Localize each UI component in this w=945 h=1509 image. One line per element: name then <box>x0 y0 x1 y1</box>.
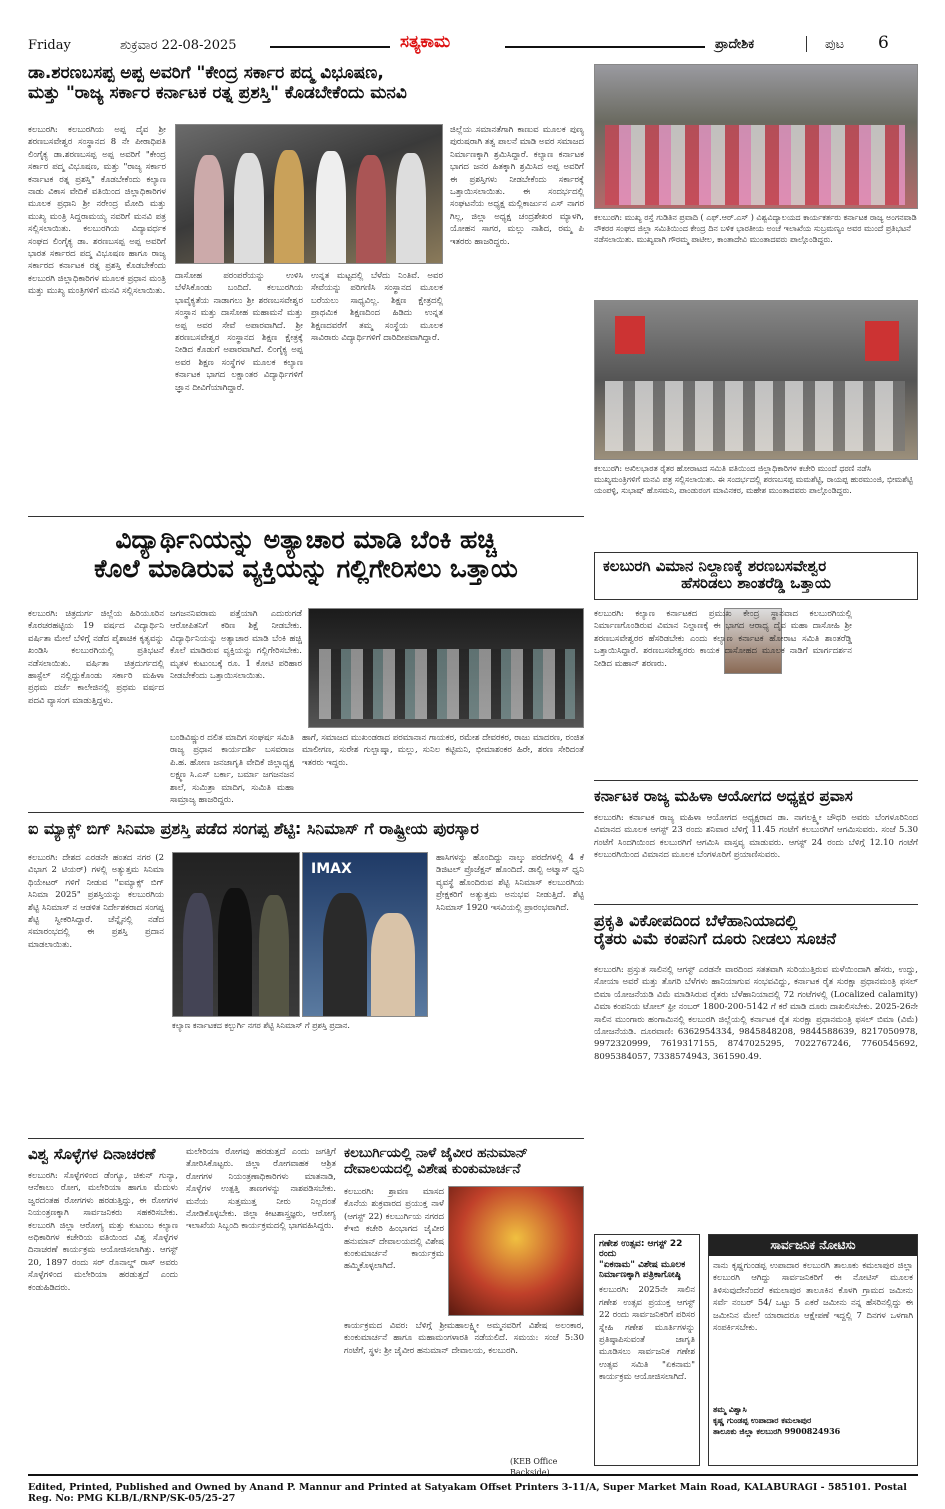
public-notice-signature <box>709 1404 917 1437</box>
mosquito-day-column-2: ಮಲೇರಿಯಾ ರೋಗವು ಹರಡುತ್ತದೆ ಎಂದು ಜಗತ್ತಿಗೆ ತೋರಿಸಿಕೊಟ್ಟರು. ಜಿಲ್ಲಾ ರೋಗವಾಹಕ ಆಶ್ರಿತ ರೋಗಗಳ ನಿಯಂತ್ರಣಾಧಿಕಾರಿಗಳು ಮಾತನಾಡಿ, ಸೊಳ್ಳೆಗಳ ಉತ್ಪತ್ತಿ ತಾಣಗಳನ್ನು ನಾಶಪಡಿಸಬೇಕು. ಮನೆಯ ಸುತ್ತಮುತ್ತ ನೀರು ನಿಲ್ಲದಂತೆ ನೋಡಿಕೊಳ್ಳಬೇಕು. ಜಿಲ್ಲಾ ಕೀಟಶಾಸ್ತ್ರಜ್ಞರು, ಆರೋಗ್ಯ ಇಲಾಖೆಯ ಸಿಬ್ಬಂದಿ ಕಾರ್ಯಕ್ರಮದಲ್ಲಿ ಭಾಗವಹಿಸಿದ್ದರು. <box>186 1147 336 1232</box>
award-photo-caption: ಕಲ್ಯಾಣ ಕರ್ನಾಟಕದ ಕಲ್ಬುರ್ಗಿ ನಗರ ಶೆಟ್ಟಿ ಸಿನಿಮಾಸ್ ಗೆ ಪ್ರಶಸ್ತಿ ಪ್ರದಾನ. <box>172 1021 350 1030</box>
public-notice-body: ನಾನು ಕೃಷ್ಣಗುಂಡಪ್ಪ ಉಪಾದಾರ ಕಲಬುರಗಿ ತಾಲೂಕು ಕಮಲಾಪುರ ಜಿಲ್ಲಾ ಕಲಬುರಗಿ ಆಗಿದ್ದು ಸಾರ್ವಜನಿಕರಿಗೆ ಈ ನೋಟಿಸ್ ಮೂಲಕ ತಿಳಿಸುವುದೇನೆಂದರೆ ಕಮಲಾಪುರ ತಾಲೂಕಿನ ಕೊಳಗಿ ಗ್ರಾಮದ ಜಮೀನು ಸರ್ವೆ ನಂಬರ್ 54/ ಒಟ್ಟು 5 ಎಕರೆ ಜಮೀನು ನನ್ನ ಹೆಸರಿನಲ್ಲಿದ್ದು ಈ ಜಮೀನಿನ ಮೇಲೆ ಯಾರಾದರೂ ಆಕ್ಷೇಪಣೆ ಇದ್ದಲ್ಲಿ 7 ದಿನಗಳ ಒಳಗಾಗಿ ಸಂಪರ್ಕಿಸಬೇಕು. <box>713 1261 913 1334</box>
divider <box>28 1138 584 1139</box>
story1-column-4: ಜಿಲ್ಲೆಯ ಸಮಾನತೆಗಾಗಿ ಕಾಣುವ ಮೂಲಕ ಪುಣ್ಯ ಪುರುಷರಾಗಿ ತತ್ವ ಪಾಲನೆ ಮಾಡಿ ಅವರ ಸಮಾಜದ ನಿರ್ಮಾಣಕ್ಕಾಗಿ ಶ್ರಮಿಸಿದ್ದಾರೆ. ಕಲ್ಯಾಣ ಕರ್ನಾಟಕ ಭಾಗದ ಜನರ ಹಿತಕ್ಕಾಗಿ ಶ್ರಮಿಸಿದ ಅಪ್ಪ ಅವರಿಗೆ ಈ ಪ್ರಶಸ್ತಿಗಳು ನೀಡಬೇಕೆಂದು ಸರ್ಕಾರಕ್ಕೆ ಒತ್ತಾಯಿಸಲಾಯಿತು. ಈ ಸಂದರ್ಭದಲ್ಲಿ ಸಂಘಟನೆಯ ಅಧ್ಯಕ್ಷ ಮಲ್ಲಿಕಾರ್ಜುನ ಎಸ್ ನಾಗರ ಗಿಲ್ಲ, ಜಿಲ್ಲಾ ಅಧ್ಯಕ್ಷ ಚಂದ್ರಶೇಖರ ಮ್ಯಾಳಗಿ, ಯೋಹನ ಸಾಗರ, ಮಲ್ಲು ನಾಶಿದ, ರಮ್ಮ ಪಿ ಇತರರು ಹಾಜರಿದ್ದರು. <box>450 125 584 247</box>
header-separator <box>806 36 807 52</box>
ganesha-headline-line1: ಗಣೇಶ ಉತ್ಸವ: ಆಗಸ್ಟ್ 22 ರಂದು <box>599 1239 683 1260</box>
story1-headline <box>28 64 584 103</box>
crop-headline-line1: ಪ್ರಕೃತಿ ವಿಕೋಪದಿಂದ ಬೆಳೆಹಾನಿಯಾದಲ್ಲಿ <box>594 911 798 930</box>
story2-column-3: ಬಂಡಿವಿಷ್ಣುರ ದಲಿತ ಮಾದಿಗ ಸಂಘರ್ಷ ಸಮಿತಿ ರಾಜ್ಯ ಪ್ರಧಾನ ಕಾರ್ಯದರ್ಶಿ ಬಸವರಾಜ ಪಿ.ಹ. ಹೋಣ ಜನಜಾಗೃತಿ ವೇದಿಕೆ ಜಿಲ್ಲಾಧ್ಯಕ್ಷ ಲಕ್ಷ್ಮಣ ಸಿ.ಎಸ್ ಬರ್ಕಾ, ಬರ್ಮಾ ಜಗಜನಜನ ಶಾಲೆ, ಸುಮಿತ್ರಾ ಮಾದಿಗ, ಸುಮಿತಿ ಮಹಾ ಸಾಮ್ರಾಜ್ಯ ಹಾಜರಿದ್ದರು. <box>170 733 294 806</box>
divider <box>594 904 918 905</box>
story2-column-1: ಕಲಬುರಗಿ: ಚಿತ್ರದುರ್ಗ ಜಿಲ್ಲೆಯ ಹಿರಿಯೂರಿನ ಕೊರಚರಹಟ್ಟಿಯ 19 ವರ್ಷದ ವಿದ್ಯಾರ್ಥಿನಿ ವರ್ಷಿತಾ ಮೇಲೆ ಬೆಳಿಗ್ಗೆ ನಡೆದ ಪೈಶಾಚಿಕ ಕೃತ್ಯವನ್ನು ಖಂಡಿಸಿ ಕಲಬುರಗಿಯಲ್ಲಿ ಪ್ರತಿಭಟನೆ ನಡೆಸಲಾಯಿತು. ವರ್ಷಿತಾ ಚಿತ್ರದುರ್ಗದಲ್ಲಿ ಹಾಸ್ಟೆಲ್ ನಲ್ಲಿದ್ದುಕೊಂಡು ಸರ್ಕಾರಿ ಮಹಿಳಾ ಪ್ರಥಮ ದರ್ಜೆ ಕಾಲೇಜಿನಲ್ಲಿ ಪ್ರಥಮ ವರ್ಷದ ಪದವಿ ವ್ಯಾಸಂಗ ಮಾಡುತ್ತಿದ್ದಳು. <box>28 609 164 706</box>
story2-photo <box>308 608 584 728</box>
public-notice-box <box>708 1234 918 1466</box>
airport-headline-box <box>594 552 918 600</box>
protest-photo-1-caption: ಕಲಬುರಗಿ: ಮುಖ್ಯ ರಸ್ತೆ ಗುಡಿತಿನ ಪ್ರವಾದಿ ( ಎಫ್.ಆರ್.ಎಸ್ ) ವಿಶ್ವವಿದ್ಯಾಲಯದ ಕಾರ್ಯಕರ್ತರು ಕರ್ನಾಟಕ ರಾಜ್ಯ ಅಂಗನವಾಡಿ ನೌಕರರ ಸಂಘದ ಜಿಲ್ಲಾ ಸಮಿತಿಯಿಂದ ಕೇಂದ್ರ ದಿನ ಬಳಿಕ ಭಾರತೀಯ ಅಂಚೆ ಇಲಾಖೆಯ ಸುಬ್ರಮಣ್ಯಂ ಅವರ ಮುಂದೆ ಪ್ರತಿಭಟನೆ ನಡೆಸಲಾಯಿತು. ಮುಖ್ಯವಾಗಿ ಗೌರಮ್ಮ ಪಾಟೀಲ, ಕಾಂತಾದೇವಿ ಮುಂತಾದವರು ಪಾಲ್ಗೊಂಡಿದ್ದರು. <box>594 213 917 244</box>
mosquito-day-column-1: ಕಲಬುರಗಿ: ಸೊಳ್ಳೆಗಳಿಂದ ಡೆಂಗ್ಯೂ, ಚಿಕುನ್ ಗುನ್ಯಾ, ಆನೆಕಾಲು ರೋಗ, ಮಲೇರಿಯಾ ಹಾಗೂ ಮೆದುಳು ಜ್ವರದಂತಹ ರೋಗಗಳು ಹರಡುತ್ತಿದ್ದು, ಈ ರೋಗಗಳ ನಿಯಂತ್ರಣಕ್ಕಾಗಿ ಸಾರ್ವಜನಿಕರು ಸಹಕರಿಸಬೇಕು. ಕಲಬುರಗಿ ಜಿಲ್ಲಾ ಆರೋಗ್ಯ ಮತ್ತು ಕುಟುಂಬ ಕಲ್ಯಾಣ ಅಧಿಕಾರಿಗಳ ಕಚೇರಿಯ ವತಿಯಿಂದ ವಿಶ್ವ ಸೊಳ್ಳೆಗಳ ದಿನಾಚರಣೆ ಕಾರ್ಯಕ್ರಮ ಆಯೋಜಿಸಲಾಗಿತ್ತು. ಆಗಸ್ಟ್ 20, 1897 ರಂದು ಸರ್ ರೊನಾಲ್ಡ್ ರಾಸ್ ಅವರು ಸೊಳ್ಳೆಗಳಿಂದ ಮಲೇರಿಯಾ ಹರಡುತ್ತದೆ ಎಂದು ಕಂಡುಹಿಡಿದರು. <box>28 1171 178 1293</box>
protest-photo-2 <box>594 300 918 460</box>
section-name: ಪ್ರಾದೇಶಿಕ <box>715 37 755 52</box>
story1-column-1: ಕಲಬುರಗಿ: ಕಲಬುರಗಿಯ ಅಪ್ಪ ದೈವ ಶ್ರೀ ಶರಣಬಸವೇಶ್ವರ ಸಂಸ್ಥಾನದ 8 ನೇ ಪೀಠಾಧಿಪತಿ ಲಿಂಗೈಕ್ಯ ಡಾ.ಶರಣಬಸಪ್ಪ ಅಪ್ಪ ಅವರಿಗೆ "ಕೇಂದ್ರ ಸರ್ಕಾರ ಪದ್ಮ ವಿಭೂಷಣ, ಮತ್ತು "ರಾಜ್ಯ ಸರ್ಕಾರ ಕರ್ನಾಟಕ ರತ್ನ ಪ್ರಶಸ್ತಿ" ಕೊಡಬೇಕೆಂದು ಕಲ್ಯಾಣ ನಾಡು ವಿಕಾಸ ವೇದಿಕೆ ವತಿಯಿಂದ ಜಿಲ್ಲಾಧಿಕಾರಿಗಳ ಮೂಲಕ ಪ್ರಧಾನಿ ಶ್ರೀ ನರೇಂದ್ರ ಮೋದಿ ಮತ್ತು ಮುಖ್ಯ ಮಂತ್ರಿ ಸಿದ್ದರಾಮಯ್ಯ ನವರಿಗೆ ಮನವಿ ಪತ್ರ ಸಲ್ಲಿಸಲಾಯಿತು. ಕಲಬುರಗಿಯ ವಿದ್ಯಾವರ್ಧಕ ಸಂಘದ ಲಿಂಗೈಕ್ಯ ಡಾ. ಶರಣಬಸಪ್ಪ ಅಪ್ಪ ಅವರಿಗೆ ಭಾರತ ಸರ್ಕಾರದ ಪದ್ಮ ವಿಭೂಷಣ ಹಾಗೂ ರಾಜ್ಯ ಸರ್ಕಾರದ ಕರ್ನಾಟಕ ರತ್ನ ಪ್ರಶಸ್ತಿ ಕೊಡಬೇಕೆಂದು ಕಲಬುರಗಿ ಜಿಲ್ಲಾಧಿಕಾರಿಗಳ ಮೂಲಕ ಪ್ರಧಾನ ಮಂತ್ರಿ ಮತ್ತು ಮುಖ್ಯ ಮಂತ್ರಿಗಳಿಗೆ ಮನವಿ ಸಲ್ಲಿಸಲಾಯಿತು. <box>28 125 166 297</box>
temple-headline-line1: ಕಲಬುರ್ಗಿಯಲ್ಲಿ ನಾಳೆ ಜೈವೀರ ಹನುಮಾನ್ <box>344 1145 528 1161</box>
crop-insurance-body: ಕಲಬುರಗಿ: ಪ್ರಸ್ತುತ ಸಾಲಿನಲ್ಲಿ ಆಗಸ್ಟ್ ಎರಡನೇ ವಾರದಿಂದ ಸತತವಾಗಿ ಸುರಿಯುತ್ತಿರುವ ಮಳೆಯಿಂದಾಗಿ ಹೆಸರು, ಉದ್ದು, ಸೋಯಾ ಅವರೆ ಮತ್ತು ತೊಗರಿ ಬೆಳೆಗಳು ಹಾನಿಯಾಗುವ ಸಂಭವವಿದ್ದು, ಕರ್ನಾಟಕ ರೈತ ಸುರಕ್ಷಾ ಪ್ರಧಾನಮಂತ್ರಿ ಫಸಲ್ ಬಿಮಾ ಯೋಜನೆಯಡಿ ವಿಮೆ ಮಾಡಿಸಿರುವ ರೈತರು ಬೆಳೆಹಾನಿಯಾದಲ್ಲಿ 72 ಗಂಟೆಗಳಲ್ಲಿ (Localized calamity) ವಿಮಾ ಕಂಪನಿಯ ಟೋಲ್ ಫ್ರೀ ನಂಬರ್ 1800-200-5142 ಗೆ ಕರೆ ಮಾಡಿ ದೂರು ದಾಖಲಿಸಬೇಕು. 2025-26ನೇ ಸಾಲಿನ ಮುಂಗಾರು ಹಂಗಾಮಿನಲ್ಲಿ ಕಲಬುರಗಿ ಜಿಲ್ಲೆಯಲ್ಲಿ ಕರ್ನಾಟಕ ರೈತ ಸುರಕ್ಷಾ ಪ್ರಧಾನಮಂತ್ರಿ ಫಸಲ್ ಬಿಮಾ (ವಿಮೆ) ಯೋಜನೆಯಡಿ. ದೂರವಾಣಿ: 6362954334, 9845848208, 9844588639, 8217050978, 9972320999, 7619317155, 8747025295, 7022767246, 7760545692, 8095384057, 7338574943, 361590.49. <box>594 965 918 1062</box>
weekday: Friday <box>28 38 71 53</box>
divider <box>28 516 584 517</box>
ganesha-headline <box>595 1235 699 1284</box>
story1-photo <box>175 124 443 264</box>
ganesha-headline-line3: ನಿರ್ಮಾಣಕ್ಕಾಗಿ ಪತ್ರಿಕಾಗೋಷ್ಠಿ <box>599 1270 681 1281</box>
women-commission-body: ಕಲಬುರಗಿ: ಕರ್ನಾಟಕ ರಾಜ್ಯ ಮಹಿಳಾ ಆಯೋಗದ ಅಧ್ಯಕ್ಷರಾದ ಡಾ. ನಾಗಲಕ್ಷ್ಮೀ ಚೌಧರಿ ಅವರು ಬೆಂಗಳೂರಿನಿಂದ ವಿಮಾನದ ಮೂಲಕ ಆಗಸ್ಟ್ 23 ರಂದು ಶನಿವಾರ ಬೆಳಿಗ್ಗೆ 11.45 ಗಂಟೆಗೆ ಕಲಬುರಗಿಗೆ ಆಗಮಿಸುವರು. ಸಂಜೆ 5.30 ಗಂಟೆಗೆ ಸಿಂದಗಿಯಿಂದ ಕಲಬುರಗಿಗೆ ಆಗಮಿಸಿ ವಾಸ್ತವ್ಯ ಮಾಡುವರು. ಆಗಸ್ಟ್ 24 ರಂದು ಬೆಳಿಗ್ಗೆ 12.10 ಗಂಟೆಗೆ ಕಲಬುರಗಿಯಿಂದ ವಿಮಾನದ ಮೂಲಕ ಬೆಂಗಳೂರಿಗೆ ಪ್ರಯಾಣಿಸುವರು. <box>594 813 918 861</box>
header-rule-left <box>270 46 390 48</box>
story1-headline-line1: ಡಾ.ಶರಣಬಸಪ್ಪ ಅಪ್ಪ ಅವರಿಗೆ "ಕೇಂದ್ರ ಸರ್ಕಾರ ಪದ್ಮ ವಿಭೂಷಣ, <box>28 63 384 83</box>
ganesha-headline-line2: "ಏಕನಾಮ" ವಿಶೇಷ ಮೂಲಕ <box>599 1259 686 1270</box>
airport-headline <box>595 553 917 598</box>
story1-column-2: ದಾಸೋಹ ಪರಂಪರೆಯನ್ನು ಉಳಿಸಿ ಬೆಳೆಸಿಕೊಂಡು ಬಂದಿದೆ. ಕಲಬುರಗಿಯ ಭಾವೈಕ್ಯತೆಯ ನಾಡಾಗಲು ಶ್ರೀ ಶರಣಬಸವೇಶ್ವರ ಸಂಸ್ಥಾನ ಮತ್ತು ದಾಸೋಹ ಮಹಾಮನೆ ಮತ್ತು ಅಪ್ಪ ಅವರ ಸೇವೆ ಅಪಾರವಾಗಿದೆ. ಶ್ರೀ ಶರಣಬಸವೇಶ್ವರ ಸಂಸ್ಥಾನದ ಶಿಕ್ಷಣ ಕ್ಷೇತ್ರಕ್ಕೆ ನೀಡಿದ ಕೊಡುಗೆ ಅಪಾರವಾಗಿದೆ. ಲಿಂಗೈಕ್ಯ ಅಪ್ಪ ಅವರ ಶಿಕ್ಷಣ ಸಂಸ್ಥೆಗಳ ಮೂಲಕ ಕಲ್ಯಾಣ ಕರ್ನಾಟಕ ಭಾಗದ ಲಕ್ಷಾಂತರ ವಿದ್ಯಾರ್ಥಿಗಳಿಗೆ ಜ್ಞಾನ ದೀವಿಗೆಯಾಗಿದ್ದಾರೆ. <box>175 271 303 393</box>
page-number: 6 <box>878 33 889 53</box>
story1-column-3: ಉನ್ನತ ಮಟ್ಟದಲ್ಲಿ ಬೆಳೆದು ನಿಂತಿವೆ. ಅವರ ಸೇವೆಯನ್ನು ಪರಿಗಣಿಸಿ ಸಂಸ್ಥಾನದ ಮೂಲಕ ಬರೆಯಲು ಸಾಧ್ಯವಿಲ್ಲ. ಶಿಕ್ಷಣ ಕ್ಷೇತ್ರದಲ್ಲಿ ಪ್ರಾಥಮಿಕ ಶಿಕ್ಷಣದಿಂದ ಹಿಡಿದು ಉನ್ನತ ಶಿಕ್ಷಣದವರೆಗೆ ತಮ್ಮ ಸಂಸ್ಥೆಯ ಮೂಲಕ ಸಾವಿರಾರು ವಿದ್ಯಾರ್ಥಿಗಳಿಗೆ ದಾರಿದೀಪವಾಗಿದ್ದಾರೆ. <box>311 271 443 344</box>
airport-body <box>594 608 918 776</box>
temple-headline-line2: ದೇವಾಲಯದಲ್ಲಿ ವಿಶೇಷ ಕುಂಕುಮಾರ್ಚನೆ <box>344 1160 521 1177</box>
story1-headline-line2: ಮತ್ತು "ರಾಜ್ಯ ಸರ್ಕಾರ ಕರ್ನಾಟಕ ರತ್ನ ಪ್ರಶಸ್ತಿ" ಕೊಡಬೇಕೆಂದು ಮನವಿ <box>28 82 407 103</box>
temple-column-1: ಕಲಬುರಗಿ: ಶ್ರಾವಣ ಮಾಸದ ಕೊನೆಯ ಶುಕ್ರವಾರದ ಪ್ರಯುಕ್ತ ನಾಳೆ (ಆಗಸ್ಟ್ 22) ಕಲಬುರ್ಗಿಯ ನಗರದ ಕೆಇಬಿ ಕಚೇರಿ ಹಿಂಭಾಗದ ಜೈವೀರ ಹನುಮಾನ್ ದೇವಾಲಯದಲ್ಲಿ ವಿಶೇಷ ಕುಂಕುಮಾರ್ಚನೆ ಕಾರ್ಯಕ್ರಮ ಹಮ್ಮಿಕೊಳ್ಳಲಾಗಿದೆ. <box>344 1187 444 1272</box>
temple-column-2: ಕಾರ್ಯಕ್ರಮದ ವಿವರ: ಬೆಳಿಗ್ಗೆ ಶ್ರೀಮಹಾಲಕ್ಷ್ಮೀ ಅಮ್ಮನವರಿಗೆ ವಿಶೇಷ ಅಲಂಕಾರ, ಕುಂಕುಮಾರ್ಚನೆ ಹಾಗೂ ಮಹಾಮಂಗಳಾರತಿ ನಡೆಯಲಿದೆ. ಸಮಯ: ಸಂಜೆ 5:30 ಗಂಟೆಗೆ, ಸ್ಥಳ: ಶ್ರೀ ಜೈವೀರ ಹನುಮಾನ್ ದೇವಾಲಯ, ಕಲಬುರಗಿ. <box>344 1321 584 1356</box>
divider <box>28 812 584 813</box>
ganesha-body: ಕಲಬುರಗಿ: 2025ನೇ ಸಾಲಿನ ಗಣೇಶ ಉತ್ಸವ ಪ್ರಯುಕ್ತ ಆಗಸ್ಟ್ 22 ರಂದು ಸಾರ್ವಜನಿಕರಿಗೆ ಪರಿಸರ ಸ್ನೇಹಿ ಗಣೇಶ ಮೂರ್ತಿಗಳನ್ನು ಪ್ರತಿಷ್ಠಾಪಿಸುವಂತೆ ಜಾಗೃತಿ ಮೂಡಿಸಲು ಸಾರ್ವಜನಿಕ ಗಣೇಶ ಉತ್ಸವ ಸಮಿತಿ "ಏಕನಾಮ" ಕಾರ್ಯಕ್ರಮ ಆಯೋಜಿಸಲಾಗಿದೆ. <box>599 1285 695 1383</box>
newspaper-title: ಸತ್ಯಕಾಮ <box>400 32 451 52</box>
women-commission-headline: ಕರ್ನಾಟಕ ರಾಜ್ಯ ಮಹಿಳಾ ಆಯೋಗದ ಅಧ್ಯಕ್ಷರ ಪ್ರವಾಸ <box>594 787 853 805</box>
temple-headline <box>344 1146 584 1177</box>
mosquito-day-headline: ವಿಶ್ವ ಸೊಳ್ಳೆಗಳ ದಿನಾಚರಣೆ <box>28 1145 156 1163</box>
date: ಶುಕ್ರವಾರ 22-08-2025 <box>120 38 237 53</box>
ganesha-box <box>594 1234 700 1466</box>
signature-line-3: ತಾಲೂಕು ಜಿಲ್ಲಾ ಕಲಬುರಗಿ 9900824936 <box>713 1426 841 1436</box>
story3-headline: ಐ ಮ್ಯಾಕ್ಸ್ ಬಿಗ್ ಸಿನಿಮಾ ಪ್ರಶಸ್ತಿ ಪಡೆದ ಸಂಗಪ್ಪ ಶೆಟ್ಟಿ: ಸಿನಿಮಾಸ್ ಗೆ ರಾಷ್ಟ್ರೀಯ ಪುರಸ್ಕಾರ <box>28 819 479 838</box>
protest-photo-1 <box>594 64 918 209</box>
header-rule-right <box>505 46 705 48</box>
airport-body-text: ಕಲಬುರಗಿ: ಕಲ್ಯಾಣ ಕರ್ನಾಟಕದ ಪ್ರಮುಖ ಕೇಂದ್ರ ಸ್ಥಾನವಾದ ಕಲಬುರಗಿಯಲ್ಲಿ ನಿರ್ಮಾಣಗೊಂಡಿರುವ ವಿಮಾನ ನಿಲ್ದಾಣಕ್ಕೆ ಈ ಭಾಗದ ಆರಾಧ್ಯ ದೈವ ಮಹಾ ದಾಸೋಹಿ ಶ್ರೀ ಶರಣಬಸವೇಶ್ವರರ ಹೆಸರಿಡಬೇಕು ಎಂದು ಕಲ್ಯಾಣ ಕರ್ನಾಟಕ ಹೋರಾಟ ಸಮಿತಿ ಶಾಂತರೆಡ್ಡಿ ಒತ್ತಾಯಿಸಿದ್ದಾರೆ. ಶರಣಬಸವೇಶ್ವರರು ಕಾಯಕ ದಾಸೋಹದ ಮೂಲಕ ನಾಡಿಗೆ ಮಾರ್ಗದರ್ಶನ ನೀಡಿದ ಮಹಾನ್ ಶರಣರು. <box>594 609 852 669</box>
public-notice-title: ಸಾರ್ವಜನಿಕ ನೋಟಿಸು <box>709 1235 917 1256</box>
divider <box>594 780 918 781</box>
story2-headline-line1: ವಿದ್ಯಾರ್ಥಿನಿಯನ್ನು ಅತ್ಯಾಚಾರ ಮಾಡಿ ಬೆಂಕಿ ಹಚ್ಚಿ <box>115 525 497 554</box>
story3-column-1: ಕಲಬುರಗಿ: ದೇಶದ ಎರಡನೇ ಹಂತದ ನಗರ (2 ವಿಭಾಗ 2 ಟಿಯರ್) ಗಳಲ್ಲಿ ಅತ್ಯುತ್ತಮ ಸಿನಿಮಾ ಥಿಯೇಟರ್ ಗಳಿಗೆ ನೀಡುವ "ಐಮ್ಯಾಕ್ಸ್ ಬಿಗ್ ಸಿನಿಮಾ 2025" ಪ್ರಶಸ್ತಿಯನ್ನು ಕಲಬುರಗಿಯ ಶೆಟ್ಟಿ ಸಿನಿಮಾಸ್ ನ ಆಡಳಿತ ನಿರ್ದೇಶಕರಾದ ಸಂಗಪ್ಪ ಶೆಟ್ಟಿ ಸ್ವೀಕರಿಸಿದ್ದಾರೆ. ಚೆನ್ನೈನಲ್ಲಿ ನಡೆದ ಸಮಾರಂಭದಲ್ಲಿ ಈ ಪ್ರಶಸ್ತಿ ಪ್ರದಾನ ಮಾಡಲಾಯಿತು. <box>28 853 164 950</box>
imax-logo: IMAX <box>311 861 352 877</box>
crop-insurance-headline <box>594 912 918 949</box>
masthead <box>0 0 945 60</box>
airport-headline-line2: ಹೆಸರಿಡಲು ಶಾಂತರೆಡ್ಡಿ ಒತ್ತಾಯ <box>681 574 831 593</box>
page-label: ಪುಟ <box>825 37 845 52</box>
temple-footnote: (KEB Office Backside). <box>510 1457 558 1477</box>
story2-column-4: ಹಾಗೆ, ಸಮಾಜದ ಮುಖಂಡರಾದ ಪರಮಾನಾನ ಗಾಯಕರ, ರಮೇಶ ದೇವರಕರ, ರಾಜು ಮಾದರಣ, ರಂಜಿತ ಮಾಲೀಗಣ, ಸುರೇಶ ಗುಲ್ಬಾಷ್ಕಾ, ಮಲ್ಲು, ಸುನಿಲ ಕಟ್ಟಿಮನಿ, ಭೀಮಾಶಂಕರ ಹಿರೇ, ಶರಣ ಸೇರಿದಂತೆ ಇತರರು ಇದ್ದರು. <box>302 733 584 768</box>
story3-column-3: ಹಾಸಿಗಳನ್ನು ಹೊಂದಿದ್ದು ನಾಲ್ಕು ಪರದೆಗಳಲ್ಲಿ 4 ಕೆ ಡಿಜಿಟಲ್ ಪ್ರೊಜೆಕ್ಷನ್ ಹೊಂದಿದೆ. ಡಾಲ್ಬಿ ಅಟ್ಮಾಸ್ ಧ್ವನಿ ವ್ಯವಸ್ಥೆ ಹೊಂದಿರುವ ಶೆಟ್ಟಿ ಸಿನಿಮಾಸ್ ಕಲಬುರಗಿಯ ಪ್ರೇಕ್ಷಕರಿಗೆ ಅತ್ಯುತ್ತಮ ಅನುಭವ ನೀಡುತ್ತಿದೆ. ಶೆಟ್ಟಿ ಸಿನಿಮಾಸ್ 1920 ಇಸವಿಯಲ್ಲಿ ಪ್ರಾರಂಭವಾಗಿದೆ. <box>436 853 584 913</box>
award-photo-1 <box>172 852 300 1017</box>
signature-line-2: ಕೃಷ್ಣ ಗುಂಡಪ್ಪ ಉಪಾದಾರ ಕಮಲಾಪುರ <box>713 1415 812 1425</box>
signature-line-1: ತಮ್ಮ ವಿಶ್ವಾಸಿ <box>713 1404 747 1414</box>
story2-column-2: ಜಗಜನನಿವರಾಮ ಪತ್ತೆಯಾಗಿ ಎದುರುಗಡೆ ಆರೋಪಿತನಿಗೆ ಕಠಿಣ ಶಿಕ್ಷೆ ನೀಡಬೇಕು. ವಿದ್ಯಾರ್ಥಿನಿಯನ್ನು ಅತ್ಯಾಚಾರ ಮಾಡಿ ಬೆಂಕಿ ಹಚ್ಚಿ ಕೊಲೆ ಮಾಡಿರುವ ವ್ಯಕ್ತಿಯನ್ನು ಗಲ್ಲಿಗೇರಿಸಬೇಕು. ಮೃತಳ ಕುಟುಂಬಕ್ಕೆ ರೂ. 1 ಕೋಟಿ ಪರಿಹಾರ ನೀಡಬೇಕೆಂದು ಒತ್ತಾಯಿಸಲಾಯಿತು. <box>170 609 302 682</box>
award-photo-2 <box>302 852 428 1017</box>
story2-headline <box>28 526 584 584</box>
airport-headline-line1: ಕಲಬುರಗಿ ವಿಮಾನ ನಿಲ್ದಾಣಕ್ಕೆ ಶರಣಬಸವೇಶ್ವರ <box>603 557 827 575</box>
imprint-footer: Edited, Printed, Published and Owned by Anand P. Mannur and Printed at Satyakam Offset Printers 3-11/A, Super Market Main Road, KALABURAGI - 585101. Postal Reg. No: PMG KLB/L/RNP/SK-05/25-27 <box>28 1474 918 1504</box>
protest-photo-2-caption: ಕಲಬುರಗಿ: ಅಖಿಲಭಾರತ ರೈತರ ಹೋರಾಟದ ಸಮಿತಿ ವತಿಯಿಂದ ಜಿಲ್ಲಾಧಿಕಾರಿಗಳ ಕಚೇರಿ ಮುಂದೆ ಧರಣಿ ನಡೆಸಿ ಮುಖ್ಯಮಂತ್ರಿಗಳಿಗೆ ಮನವಿ ಪತ್ರ ಸಲ್ಲಿಸಲಾಯಿತು. ಈ ಸಂದರ್ಭದಲ್ಲಿ ಶರಣಬಸಪ್ಪ ಮಮಶೆಟ್ಟಿ, ರಾಯಪ್ಪ ಹುರಮುಂಜಿ, ಭೀಮಶೆಟ್ಟಿ ಯಂಪಳ್ಳಿ, ಸುಭಾಷ್ ಹೊಸಮನಿ, ಪಾಂಡುರಂಗ ಮಾವಿನಕರ, ಮಹೇಶ ಮುಂತಾದವರು ಪಾಲ್ಗೊಂಡಿದ್ದರು. <box>594 464 913 495</box>
crop-headline-line2: ರೈತರು ವಿಮೆ ಕಂಪನಿಗೆ ದೂರು ನೀಡಲು ಸೂಚನೆ <box>594 929 836 949</box>
goddess-image <box>448 1186 584 1316</box>
story2-headline-line2: ಕೊಲೆ ಮಾಡಿರುವ ವ್ಯಕ್ತಿಯನ್ನು ಗಲ್ಲಿಗೇರಿಸಲು ಒತ್ತಾಯ <box>94 553 518 583</box>
